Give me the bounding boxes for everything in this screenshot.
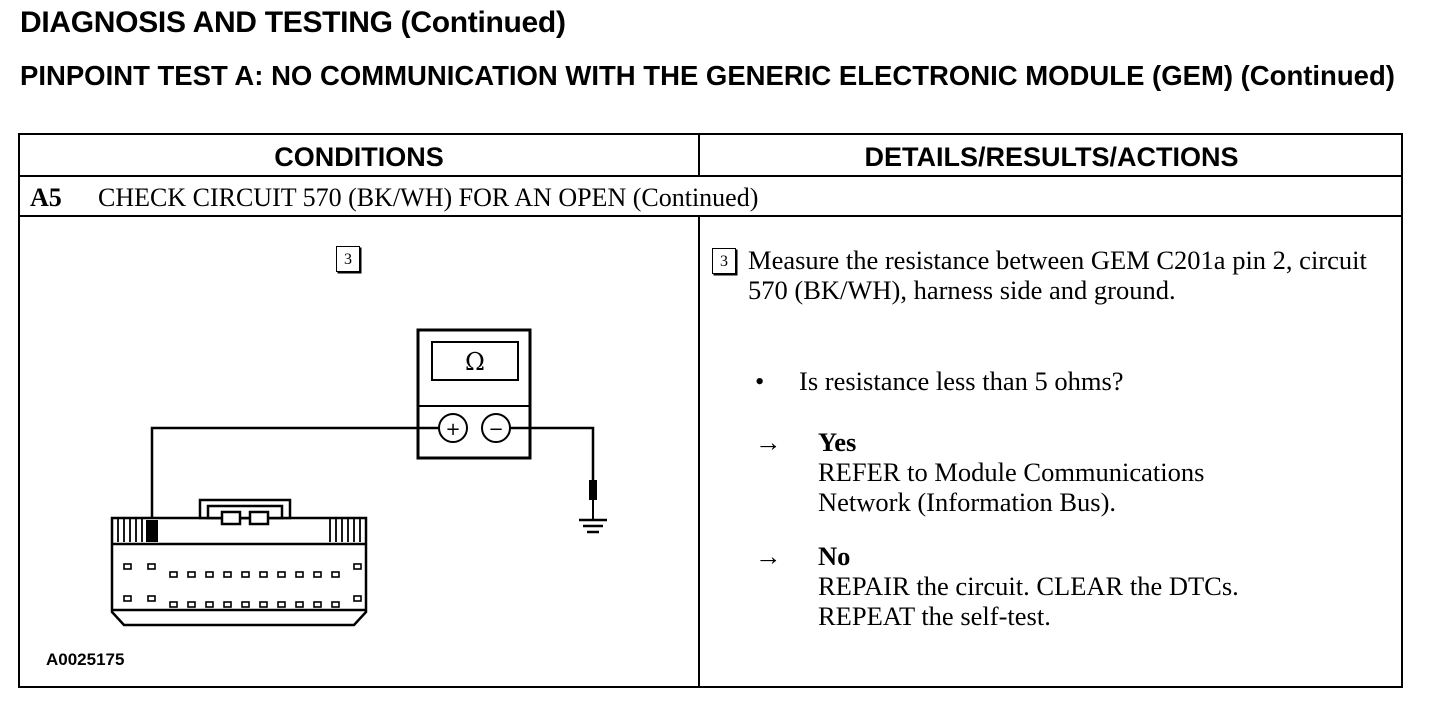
yes-action-text: REFER to Module Communications Network (Information Bus). [818,457,1205,517]
step-divider [20,215,1401,217]
instruction-text: Measure the resistance between GEM C201a pin 2, circuit 570 (BK/WH), harness side and ground. [748,245,1367,305]
plus-terminal-label: + [445,419,461,440]
no-result [818,541,1239,631]
step-row [30,181,758,215]
header-divider [20,175,1401,177]
ohmmeter-icon [418,330,530,458]
question-line [755,366,1124,396]
page-title: DIAGNOSIS AND TESTING (Continued) [20,6,566,39]
question-text: Is resistance less than 5 ohms? [799,366,1124,396]
body-column-divider [698,215,700,688]
no-action-text: REPAIR the circuit. CLEAR the DTCs. REPEAT the self-test. [818,571,1239,631]
conditions-callout-box: 3 [336,246,360,272]
yes-result [818,427,1204,517]
yes-label: Yes [818,427,857,457]
details-callout-box: 3 [712,248,736,274]
bullet: • [755,366,765,396]
figure-id: A0025175 [46,650,125,669]
pinpoint-test-title: PINPOINT TEST A: NO COMMUNICATION WITH THE GENERIC ELECTRONIC MODULE (GEM) (Continued) [20,60,1395,91]
ground-symbol-icon [579,480,607,532]
no-arrow: → [755,541,782,571]
meter-display-symbol: Ω [465,348,485,376]
details-header: DETAILS/RESULTS/ACTIONS [864,142,1239,172]
ohmmeter-diagram [90,320,630,630]
minus-terminal-label: − [488,419,504,440]
conditions-header: CONDITIONS [274,142,444,172]
no-label: No [818,541,851,571]
yes-arrow: → [755,427,782,457]
probed-pin-2 [146,520,158,542]
step-title: CHECK CIRCUIT 570 (BK/WH) FOR AN OPEN (Continued) [98,183,759,212]
connector-icon [112,500,366,625]
step-id: A5 [30,183,62,212]
